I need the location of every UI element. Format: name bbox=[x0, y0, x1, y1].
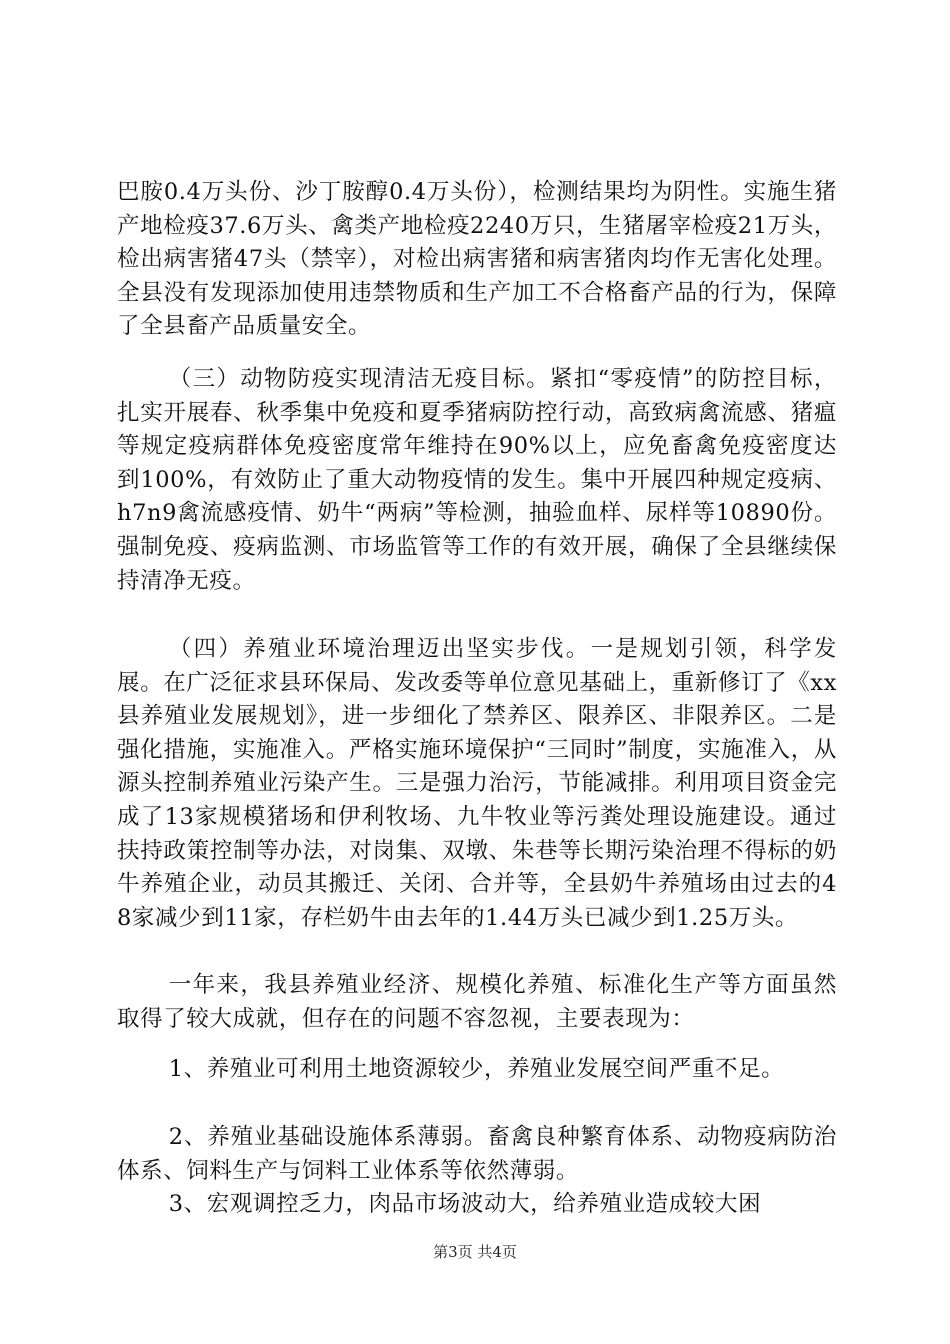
page-footer: 第3页 共4页 bbox=[433, 1243, 517, 1261]
list-item-problem-3: 3、宏观调控乏力，肉品市场波动大，给养殖业造成较大困 bbox=[168, 1191, 762, 1217]
list-item-problem-1: 1、养殖业可利用土地资源较少，养殖业发展空间严重不足。 bbox=[168, 1056, 785, 1082]
paragraph-problems-intro: 一年来，我县养殖业经济、规模化养殖、标准化生产等方面虽然取得了较大成就，但存在的问题不容忽视，主要表现为： bbox=[117, 972, 837, 1032]
paragraph-epidemic-prevention: （三）动物防疫实现清洁无疫目标。紧扣“零疫情”的防控目标，扎实开展春、秋季集中免疫和夏季猪病防控行动，高致病禽流感、猪瘟等规定疫病群体免疫密度常年维持在90%以上，应免畜禽免疫密度达到100%，有效防止了重大动物疫情的发生。集中开展四种规定疫病、h7n9禽流感疫情、奶牛“两病”等检测，抽验血样、尿样等10890份。强制免疫、疫病监测、市场监管等工作的有效开展，确保了全县继续保持清净无疫。 bbox=[117, 366, 837, 594]
paragraph-environment-governance: （四）养殖业环境治理迈出坚实步伐。一是规划引领，科学发展。在广泛征求县环保局、发改委等单位意见基础上，重新修订了《xx县养殖业发展规划》，进一步细化了禁养区、限养区、非限养区。二是强化措施，实施准入。严格实施环境保护“三同时”制度，实施准入，从源头控制养殖业污染产生。三是强力治污，节能减排。利用项目资金完成了13家规模猪场和伊利牧场、九牛牧业等污粪处理设施建设。通过扶持政策控制等办法，对岗集、双墩、朱巷等长期污染治理不得标的奶牛养殖企业，动员其搬迁、关闭、合并等，全县奶牛养殖场由过去的48家减少到11家，存栏奶牛由去年的1.44万头已减少到1.25万头。 bbox=[117, 636, 837, 931]
list-item-problem-2: 2、养殖业基础设施体系薄弱。畜禽良种繁育体系、动物疫病防治体系、饲料生产与饲料工业体系等依然薄弱。 bbox=[117, 1124, 837, 1184]
paragraph-inspection-results: 巴胺0.4万头份、沙丁胺醇0.4万头份），检测结果均为阴性。实施生猪产地检疫37.6万头、禽类产地检疫2240万只，生猪屠宰检疫21万头，检出病害猪47头（禁宰），对检出病害猪和病害猪肉均作无害化处理。全县没有发现添加使用违禁物质和生产加工不合格畜产品的行为，保障了全县畜产品质量安全。 bbox=[117, 179, 837, 340]
